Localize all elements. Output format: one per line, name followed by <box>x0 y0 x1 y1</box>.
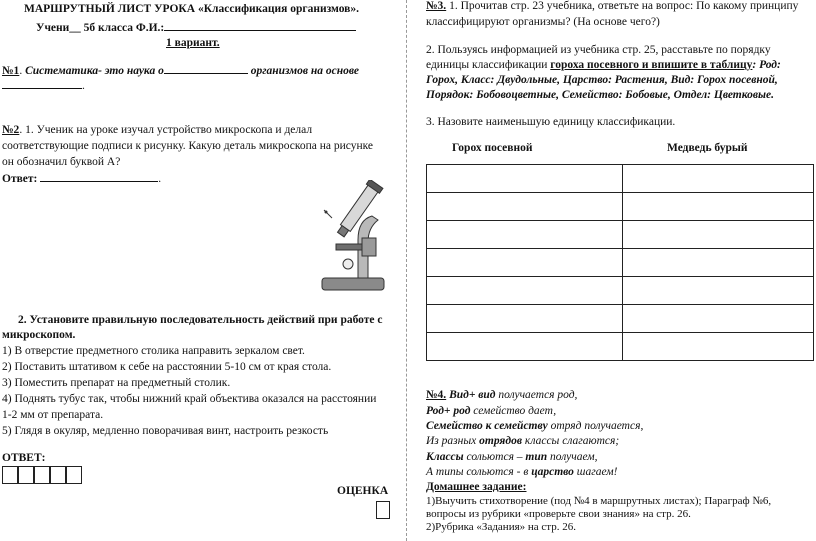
task3-q2-line4: Порядок: Бобовоцветные, Семейство: Бобовые, Отдел: Цветковые. <box>426 89 774 101</box>
poem-l6-a: А типы сольются - в <box>426 466 532 478</box>
step-4-cont: 1-2 мм от препарата. <box>2 409 104 421</box>
poem-l5-d: получаем, <box>547 451 598 463</box>
task1: №1. Систематика- это наука о организмов на основе <box>2 65 359 77</box>
poem-l2-text: семейство дает, <box>470 405 557 417</box>
task2-question-line3: он обозначил буквой А? <box>2 156 121 168</box>
poem-l6-c: шагаем! <box>573 466 618 478</box>
homework-line1: 1)Выучить стихотворение (под №4 в маршрутных листах); Параграф №6, <box>426 495 772 507</box>
homework-title: Домашнее задание: <box>426 481 527 493</box>
poem-line3 <box>426 420 643 432</box>
step-1: 1) В отверстие предметного столика направить зеркалом свет. <box>2 345 305 357</box>
poem-l2-bold: Род+ род <box>426 405 471 417</box>
poem-line4 <box>426 435 619 447</box>
poem-l6-b: царство <box>531 466 574 478</box>
poem-line1 <box>426 389 577 401</box>
task2-question-line2: соответствующие подписи к рисунку. Какую деталь микроскопа на рисунке <box>2 140 374 152</box>
task3-line1 <box>426 0 798 12</box>
task1-text2: организмов на основе <box>250 65 359 77</box>
variant-label: 1 вариант. <box>166 37 220 49</box>
task1-line2: . <box>2 78 85 92</box>
task3-q3: 3. Назовите наименьшую единицу классификации. <box>426 116 676 128</box>
poem-line5 <box>426 451 598 463</box>
poem-l4-a: Из разных <box>426 435 480 447</box>
table-cell-pea[interactable] <box>427 305 623 333</box>
task4-number: №4. <box>426 389 447 401</box>
homework-line2: вопросы из рубрики «проверьте свои знания» на стр. 26. <box>426 508 691 520</box>
table-cell-bear[interactable] <box>623 305 814 333</box>
answer-cell-1[interactable] <box>2 466 18 484</box>
task3-q2-line3: Горох, Класс: Двудольные, Царство: Растения, Вид: Горох посевной, <box>426 74 778 86</box>
table-header-pea: Горох посевной <box>452 142 533 154</box>
table-cell-bear[interactable] <box>623 277 814 305</box>
table-cell-pea[interactable] <box>427 193 623 221</box>
task2-answer: Ответ: . <box>2 173 162 185</box>
student-name-blank[interactable] <box>164 20 356 31</box>
step-5: 5) Глядя в окуляр, медленно поворачивая винт, настроить резкость <box>2 425 329 437</box>
task3-q2-text-c: : Род: <box>752 59 781 71</box>
poem-l4-b: отрядов <box>479 435 522 447</box>
student-line <box>36 20 356 34</box>
part2-title-line1: 2. Установите правильную последовательность действий при работе с <box>18 314 383 326</box>
table-cell-bear[interactable] <box>623 165 814 193</box>
task1-number: №1 <box>2 65 20 77</box>
poem-l3-text: отряд получается, <box>547 420 644 432</box>
task2-number: №2 <box>2 124 20 136</box>
answer-cell-3[interactable] <box>34 466 50 484</box>
table-cell-bear[interactable] <box>623 249 814 277</box>
poem-l1-bold: Вид+ вид <box>449 389 496 401</box>
task2-answer-blank[interactable] <box>40 171 158 182</box>
task3-q2-line2 <box>426 59 781 71</box>
lesson-title: МАРШРУТНЫЙ ЛИСТ УРОКА «Классификация организмов». <box>24 3 360 15</box>
table-row <box>427 333 814 361</box>
table-header-bear: Медведь бурый <box>667 142 748 154</box>
poem-l3-bold: Семейство к семейству <box>426 420 548 432</box>
table-row <box>427 221 814 249</box>
poem-l4-c: классы слагаются; <box>521 435 620 447</box>
task1-blank1[interactable] <box>164 63 248 74</box>
table-row <box>427 277 814 305</box>
poem-l5-b: сольются – <box>463 451 526 463</box>
poem-line2 <box>426 405 556 417</box>
step-3: 3) Поместить препарат на предметный столик. <box>2 377 231 389</box>
table-row <box>427 249 814 277</box>
table-cell-bear[interactable] <box>623 333 814 361</box>
microscope-icon <box>318 180 390 292</box>
table-cell-pea[interactable] <box>427 333 623 361</box>
task3-question1-line2: классифицируют организмы? (На основе чего?) <box>426 16 660 28</box>
task2-answer-label: Ответ: <box>2 173 38 185</box>
grade-box[interactable] <box>376 501 390 519</box>
step-2: 2) Поставить штативом к себе на расстоянии 5-10 см от края стола. <box>2 361 332 373</box>
task2-line1: №2. 1. Ученик на уроке изучал устройство микроскопа и делал <box>2 124 313 136</box>
poem-l5-a: Классы <box>426 451 464 463</box>
table-cell-bear[interactable] <box>623 221 814 249</box>
table-row <box>427 165 814 193</box>
task1-text1: Систематика- это наука о <box>25 65 164 77</box>
poem-l1-text: получается род, <box>495 389 578 401</box>
classification-table <box>426 164 814 361</box>
table-row <box>427 193 814 221</box>
table-cell-bear[interactable] <box>623 193 814 221</box>
table-cell-pea[interactable] <box>427 165 623 193</box>
grade-label: ОЦЕНКА <box>337 485 389 497</box>
table-cell-pea[interactable] <box>427 277 623 305</box>
student-label: Учени__ 5б класса Ф.И.: <box>36 22 165 34</box>
task3-q2-text-b: гороха посевного и впишите в таблицу <box>550 59 753 71</box>
poem-l5-c: тип <box>525 451 548 463</box>
answer-cell-5[interactable] <box>66 466 82 484</box>
answer-cell-2[interactable] <box>18 466 34 484</box>
poem-line6 <box>426 466 617 478</box>
task1-blank2[interactable] <box>2 78 82 89</box>
task3-q2-text-a: единицы классификации <box>426 59 551 71</box>
task3-q2-line1: 2. Пользуясь информацией из учебника стр. 25, расставьте по порядку <box>426 44 771 56</box>
part2-answer-label: ОТВЕТ: <box>2 452 46 464</box>
answer-cell-4[interactable] <box>50 466 66 484</box>
task2-question-line1: 1. Ученик на уроке изучал устройство микроскопа и делал <box>25 124 313 136</box>
page-divider <box>406 0 407 541</box>
table-row <box>427 305 814 333</box>
task3-question1: 1. Прочитав стр. 23 учебника, ответьте на вопрос: По какому принципу <box>446 0 799 12</box>
table-cell-pea[interactable] <box>427 221 623 249</box>
table-cell-pea[interactable] <box>427 249 623 277</box>
step-4: 4) Поднять тубус так, чтобы нижний край объектива оказался на расстоянии <box>2 393 377 405</box>
part2-title-line2: микроскопом. <box>2 329 76 341</box>
task3-number: №3. <box>426 0 447 12</box>
homework-line3: 2)Рубрика «Задания» на стр. 26. <box>426 521 576 533</box>
